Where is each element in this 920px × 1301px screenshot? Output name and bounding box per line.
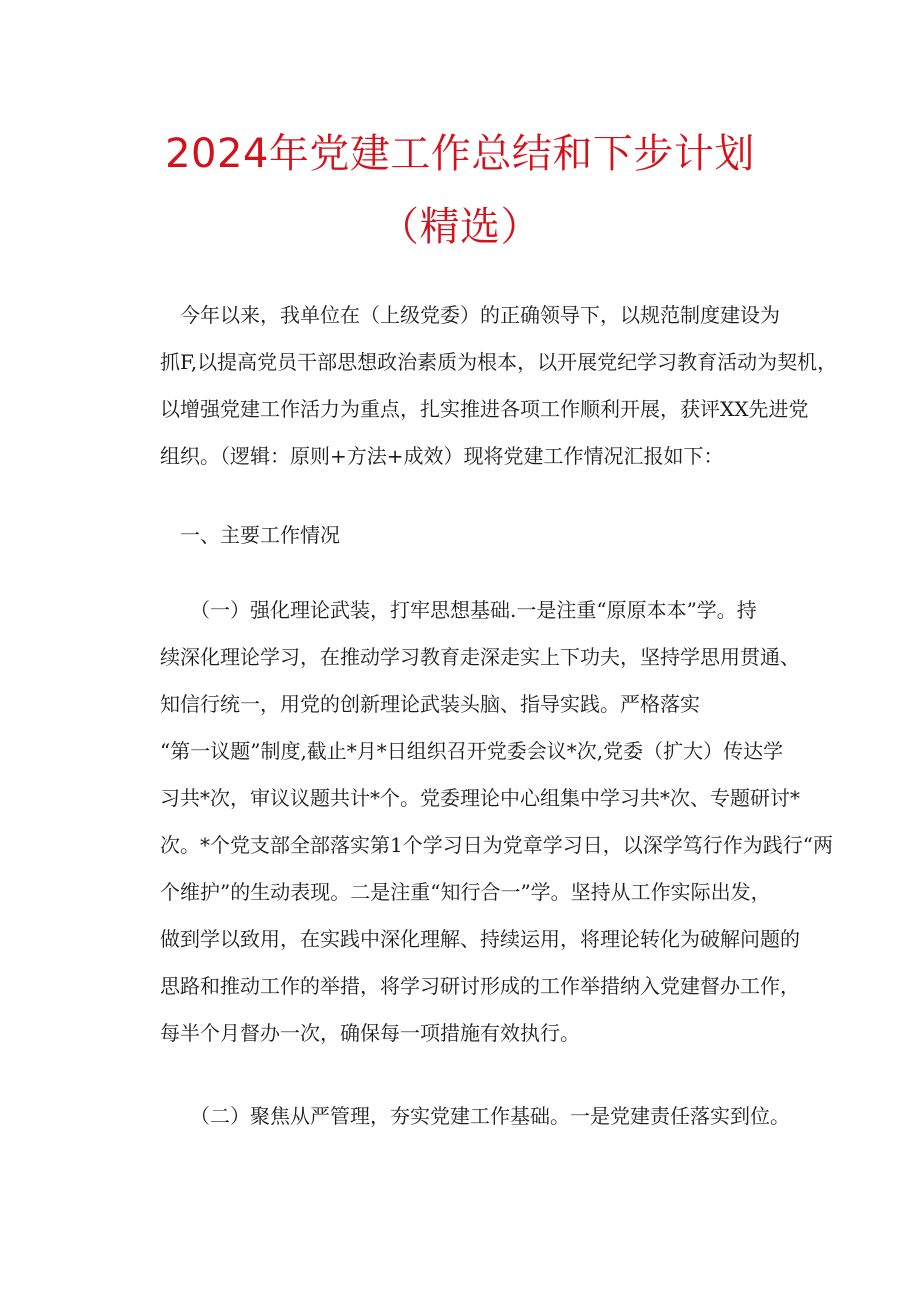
- text-line: 抓F,以提高党员干部思想政治素质为根本，以开展党纪学习教育活动为契机，: [160, 350, 838, 374]
- text-line: 每半个月督办一次，确保每一项措施有效执行。: [160, 1021, 580, 1045]
- section-1-paragraph: [160, 587, 833, 1057]
- intro-paragraph: [160, 292, 838, 480]
- text-line: （一）强化理论武装，打牢思想基础.一是注重“原原本本”学。持: [160, 598, 757, 622]
- text-line: 思路和推动工作的举措，将学习研讨形成的工作举措纳入党建督办工作，: [160, 974, 800, 998]
- text-line: “第一议题”制度,截止*月*日组织召开党委会议*次,党委（扩大）传达学: [160, 739, 784, 763]
- section-2-paragraph: [160, 1093, 790, 1140]
- text-line: 今年以来，我单位在（上级党委）的正确领导下，以规范制度建设为: [160, 303, 780, 327]
- document-subtitle: （精选）: [379, 204, 541, 250]
- text-line: 一、主要工作情况: [160, 523, 340, 547]
- text-line: （二）聚焦从严管理，夯实党建工作基础。一是党建责任落实到位。: [160, 1104, 790, 1128]
- text-line: 以增强党建工作活力为重点，扎实推进各项工作顺利开展，获评XX先进党: [160, 397, 809, 421]
- text-line: 知信行统一，用党的创新理论武装头脑、指导实践。严格落实: [160, 692, 700, 716]
- text-line: 组织。（逻辑：原则+方法+成效）现将党建工作情况汇报如下：: [160, 444, 724, 468]
- text-line: 习共*次，审议议题共计*个。党委理论中心组集中学习共*次、专题研讨*: [160, 786, 800, 810]
- text-line: 次。*个党支部全部落实第1个学习日为党章学习日，以深学笃行作为践行“两: [160, 833, 833, 857]
- text-line: 做到学以致用，在实践中深化理解、持续运用，将理论转化为破解问题的: [160, 927, 800, 951]
- section-heading: [160, 512, 790, 559]
- text-line: 续深化理论学习，在推动学习教育走深走实上下功夫，坚持学思用贯通、: [160, 645, 800, 669]
- text-line: 个维护”的生动表现。二是注重“知行合一”学。坚持从工作实际出发，: [160, 880, 771, 904]
- document-title: 2024年党建工作总结和下步计划: [165, 131, 755, 177]
